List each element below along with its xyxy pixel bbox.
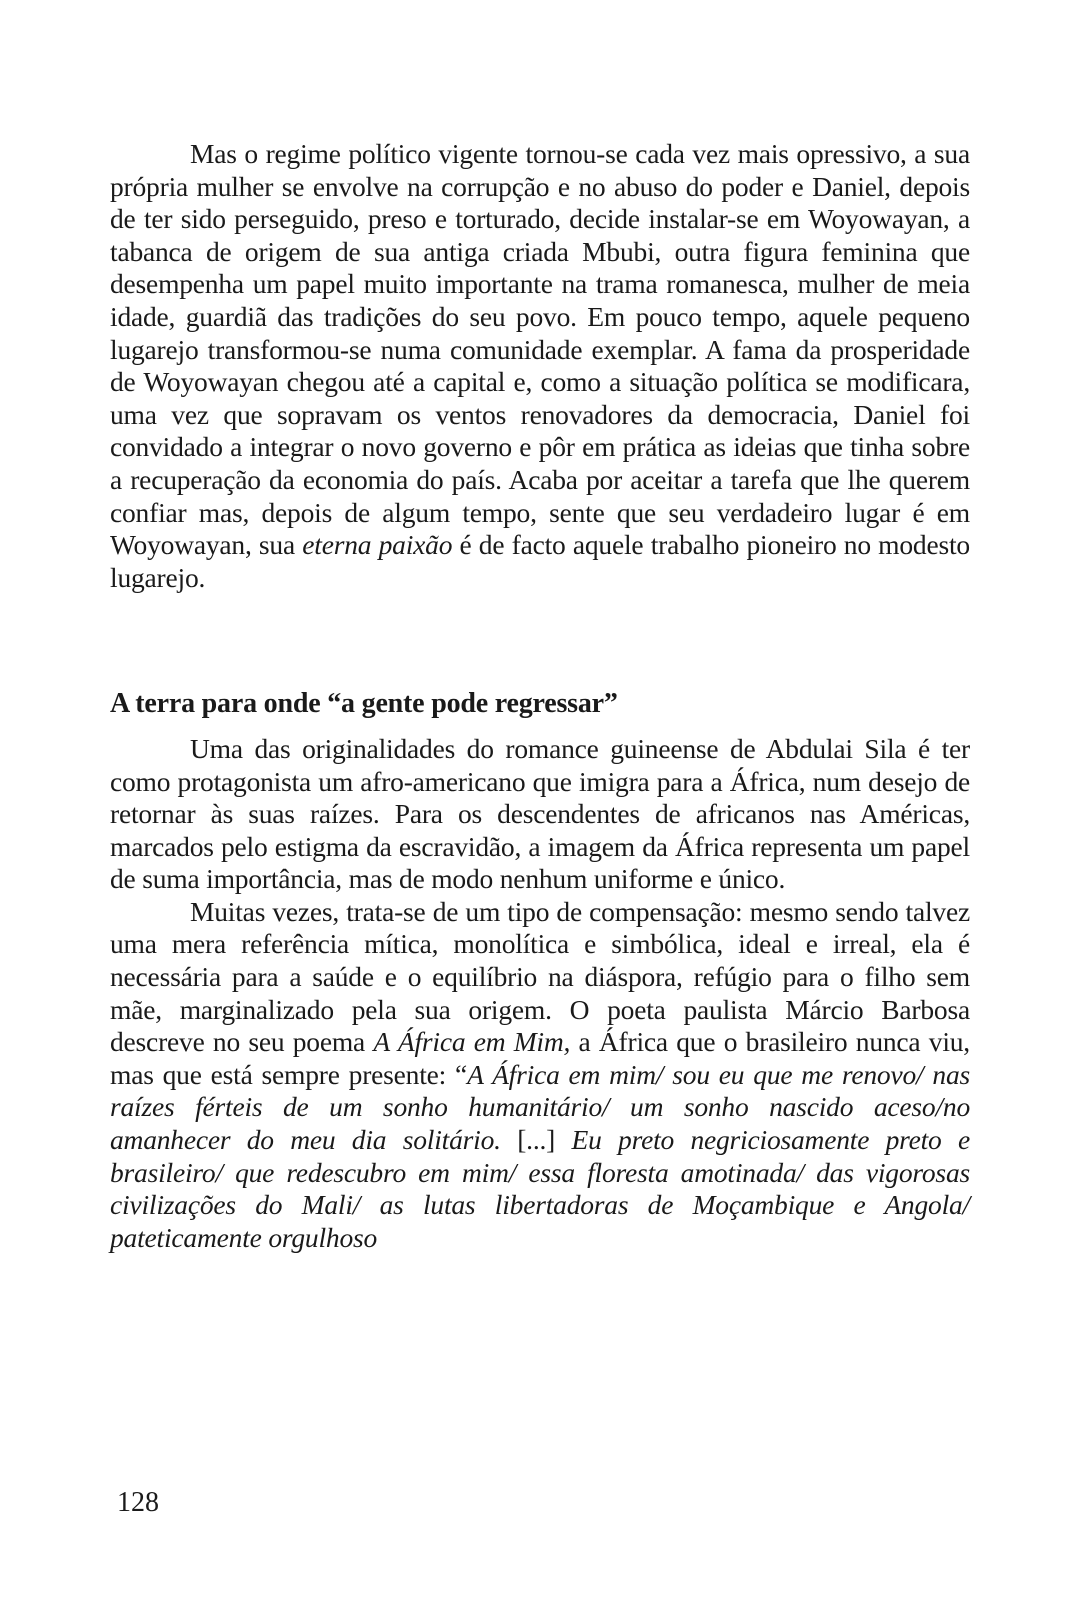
paragraph-3-mid: a África que o brasileiro nunca viu, mas que está sempre presente: “ — [110, 1026, 970, 1090]
paragraph-3-text: Muitas vezes, trata-se de um tipo de compensação: mesmo sendo talvez uma mera referência mítica, monolítica e simbólica, ideal e irreal, ela é necessária para a saúde e o equilíbrio na diáspora, refúgio para o filho sem mãe, marginalizado pela sua origem. O poeta paulista Márcio Barbosa descreve no seu poema — [110, 895, 970, 1058]
paragraph-1-text: Mas o regime político vigente tornou-se cada vez mais opressivo, a sua própria mulher se envolve na corrupção e no abuso do poder e Daniel, depois de ter sido perseguido, preso e torturado, decide instalar-se em Woyowayan, a tabanca de origem de sua antiga criada Mbubi, outra figura feminina que desempenha um papel muito importante na trama romanesca, mulher de meia idade, guardiã das tradições do seu povo. Em pouco tempo, aquele pequeno lugarejo transformou-se numa comunidade exemplar. A fama da prosperidade de Woyowayan chegou até a capital e, como a situação política se modificara, uma vez que sopravam os ventos renovadores da democracia, Daniel foi convidado a integrar o novo governo e pôr em prática as ideias que tinha sobre a recuperação da economia do país. Acaba por aceitar a tarefa que lhe querem confiar mas, depois de algum tempo, sente que seu verdadeiro lugar é em Woyowayan, sua — [110, 138, 970, 561]
poem-quote-1: A África em mim/ sou eu que me renovo/ nas raízes férteis de um sonho humanitário/ um sonho nascido aceso/no amanhecer do meu dia solitário. — [110, 1058, 970, 1156]
paragraph-3 — [110, 896, 970, 1255]
page-body — [110, 138, 970, 1254]
poem-title: A África em Mim, — [373, 1026, 571, 1058]
page-number: 128 — [117, 1487, 159, 1518]
paragraph-1-end: é de facto aquele trabalho pioneiro no modesto lugarejo. — [110, 529, 970, 593]
italic-phrase: eterna paixão — [302, 529, 453, 561]
poem-quote-2: Eu preto negriciosamente preto e brasileiro/ que redescubro em mim/ essa floresta amotinada/ das vigorosas civilizações do Mali/ as lutas libertadoras de Moçambique e Angola/ pateticamente orgulhoso — [110, 1124, 970, 1253]
paragraph-2: Uma das originalidades do romance guineense de Abdulai Sila é ter como protagonista um afro-americano que imigra para a África, num desejo de retornar às suas raízes. Para os descendentes de africanos nas Américas, marcados pelo estigma da escravidão, a imagem da África representa um papel de suma importância, mas de modo nenhum uniforme e único. — [110, 732, 970, 895]
ellipsis: [...] — [517, 1124, 556, 1156]
paragraph-1 — [110, 138, 970, 594]
section-heading: A terra para onde “a gente pode regressar” — [110, 688, 618, 720]
